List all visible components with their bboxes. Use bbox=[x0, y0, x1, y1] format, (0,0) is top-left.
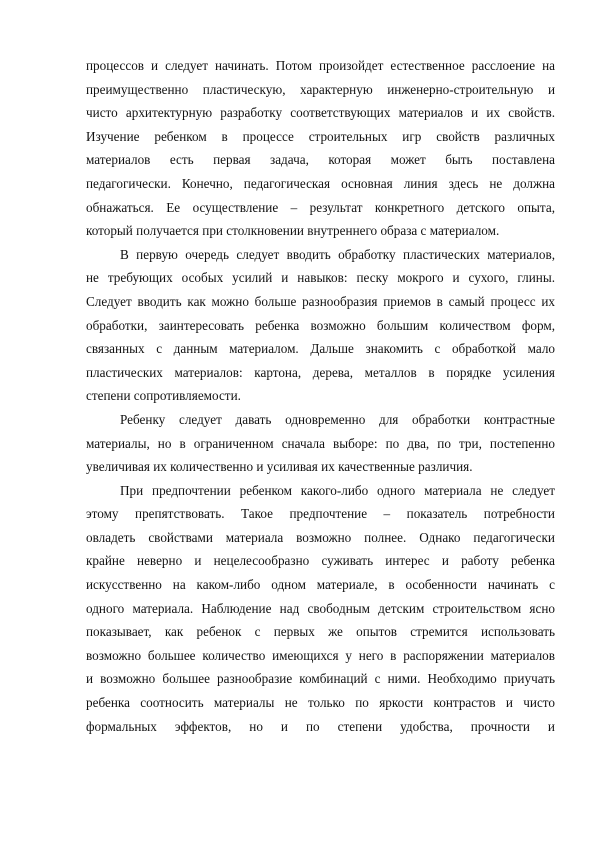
text-line: Следует вводить как можно больше разнообразия приемов в самый процесс их bbox=[86, 293, 555, 309]
text-line: обнажаться. Ее осуществление – результат конкретного детского опыта, bbox=[86, 199, 555, 215]
paragraph bbox=[86, 408, 555, 479]
text-line: который получается при столкновении внутреннего образа с материалом. bbox=[86, 223, 500, 239]
paragraph bbox=[86, 479, 555, 739]
text-line: крайне неверно и нецелесообразно суживать интерес и работу ребенка bbox=[86, 553, 555, 569]
text-line: овладеть свойствами материала возможно полнее. Однако педагогически bbox=[86, 529, 555, 545]
text-line: искусственно на каком-либо одном материале, в особенности начинать с bbox=[86, 577, 555, 593]
text-line: этому препятствовать. Такое предпочтение – показатель потребности bbox=[86, 506, 555, 522]
text-line: педагогически. Конечно, педагогическая основная линия здесь не должна bbox=[86, 175, 555, 191]
text-line: степени сопротивляемости. bbox=[86, 388, 241, 404]
text-line: преимущественно пластическую, характерную инженерно-строительную и bbox=[86, 81, 555, 97]
text-line: обработки, заинтересовать ребенка возможно большим количеством форм, bbox=[86, 317, 555, 333]
text-line: Ребенку следует давать одновременно для обработки контрастные bbox=[120, 411, 555, 427]
paragraph bbox=[86, 54, 555, 243]
text-line: одного материала. Наблюдение над свободным детским строительством ясно bbox=[86, 600, 555, 616]
text-line: ребенка соотносить материалы не только по яркости контрастов и чисто bbox=[86, 695, 555, 711]
text-line: материалов есть первая задача, которая может быть поставлена bbox=[86, 152, 555, 168]
text-line: процессов и следует начинать. Потом произойдет естественное расслоение на bbox=[86, 58, 555, 73]
text-line: формальных эффектов, но и по степени удобства, прочности и bbox=[86, 718, 555, 734]
paragraph bbox=[86, 243, 555, 408]
text-line: и возможно большее разнообразие комбинаций с ними. Необходимо приучать bbox=[86, 671, 555, 687]
text-line: В первую очередь следует вводить обработку пластических материалов, bbox=[120, 246, 555, 262]
text-line: связанных с данным материалом. Дальше знакомить с обработкой мало bbox=[86, 341, 555, 357]
text-line: чисто архитектурную разработку соответствующих материалов и их свойств. bbox=[86, 105, 555, 121]
text-line: Изучение ребенком в процессе строительных игр свойств различных bbox=[86, 128, 555, 144]
text-line: увеличивая их количественно и усиливая их качественные различия. bbox=[86, 459, 473, 475]
text-line: При предпочтении ребенком какого-либо одного материала не следует bbox=[120, 482, 555, 498]
text-line: пластических материалов: картона, дерева, металлов в порядке усиления bbox=[86, 364, 555, 380]
text-line: материалы, но в ограниченном сначала выборе: по два, по три, постепенно bbox=[86, 435, 555, 451]
text-line: не требующих особых усилий и навыков: песку мокрого и сухого, глины. bbox=[86, 270, 555, 286]
body-text bbox=[86, 54, 555, 738]
text-line: показывает, как ребенок с первых же опытов стремится использовать bbox=[86, 624, 555, 640]
text-line: возможно большее количество имеющихся у него в распоряжении материалов bbox=[86, 647, 555, 663]
